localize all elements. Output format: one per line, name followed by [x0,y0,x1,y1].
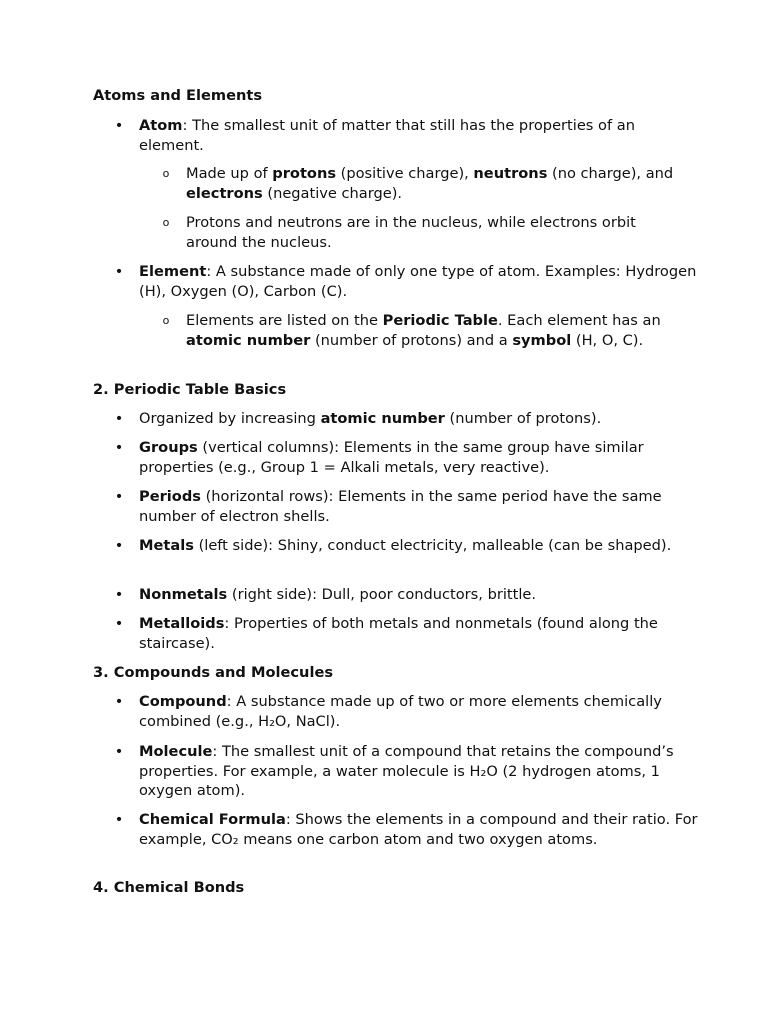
definition-chemical-formula: : Shows the elements in a compound and their ratio. For example, CO₂ means one carbon atom and two oxygen atoms. [139,811,698,848]
text-fragment: (number of protons) and a [310,331,513,349]
definition-atom: : The smallest unit of matter that still has the properties of an element. [139,117,635,154]
definition-metalloids: : Properties of both metals and nonmetals (found along the staircase). [139,615,658,652]
list-item-element [114,262,699,301]
term-protons: protons [272,165,337,182]
term-compound: Compound [139,693,227,710]
term-symbol: symbol [512,331,572,349]
bullet-disc: • [114,488,124,505]
bullet-disc: • [114,586,124,603]
text-fragment: (positive charge), [336,165,474,182]
sub-item-periodic-table [162,311,686,350]
list-item-organized [114,409,699,429]
list-item-metalloids [114,614,699,653]
term-element: Element [139,263,207,280]
term-atomic-number: atomic number [320,410,445,427]
bullet-disc: • [114,615,124,632]
bullet-circle: o [162,314,170,327]
text-fragment: Made up of [186,165,273,182]
list-item-periods [114,487,699,526]
text-fragment: Protons and neutrons are in the nucleus, while electrons orbit around the nucleus. [186,214,636,251]
term-atomic-number: atomic number [186,331,311,349]
heading-chemical-bonds: 4. Chemical Bonds [93,879,245,896]
term-groups: Groups [139,439,198,456]
list-item-groups [114,438,699,477]
definition-element: : A substance made of only one type of atom. Examples: Hydrogen (H), Oxygen (O), Carbon (C). [139,263,697,300]
term-periodic-table: Periodic Table [382,312,498,329]
list-item-chemical-formula [114,810,699,849]
heading-compounds-and-molecules: 3. Compounds and Molecules [93,664,334,681]
bullet-circle: o [162,167,170,180]
term-neutrons: neutrons [473,165,548,182]
bullet-disc: • [114,537,124,554]
term-molecule: Molecule [139,743,213,760]
sub-item-atom-composition [162,164,686,203]
text-fragment: Elements are listed on the [186,312,383,329]
definition-molecule: : The smallest unit of a compound that retains the compound’s properties. For example, a water molecule is H₂O (2 hydrogen atoms, 1 oxygen atom). [139,743,674,800]
bullet-disc: • [114,117,124,134]
bullet-disc: • [114,743,124,760]
list-item-atom [114,116,699,155]
definition-groups: (vertical columns): Elements in the same group have similar properties (e.g., Group 1 = Alkali metals, very reactive). [139,439,644,476]
term-nonmetals: Nonmetals [139,586,228,603]
definition-nonmetals: (right side): Dull, poor conductors, brittle. [227,586,536,603]
text-fragment: (no charge), and [547,165,674,182]
text-fragment: Organized by increasing [139,410,321,427]
term-chemical-formula: Chemical Formula [139,811,286,828]
heading-atoms-and-elements: Atoms and Elements [93,87,263,104]
definition-compound: : A substance made up of two or more elements chemically combined (e.g., H₂O, NaCl). [139,693,662,730]
list-item-nonmetals [114,585,699,605]
list-item-molecule [114,742,699,801]
list-item-metals [114,536,699,556]
term-periods: Periods [139,488,201,505]
text-fragment: (H, O, C). [571,331,644,349]
sub-item-nucleus [162,213,686,252]
bullet-disc: • [114,693,124,710]
text-fragment: . Each element has an [497,312,661,329]
bullet-circle: o [162,216,170,229]
heading-periodic-table-basics: 2. Periodic Table Basics [93,381,287,398]
term-metals: Metals [139,537,194,554]
term-atom: Atom [139,117,183,134]
definition-metals: (left side): Shiny, conduct electricity, malleable (can be shaped). [193,537,672,554]
list-item-compound [114,692,699,731]
term-electrons: electrons [186,184,263,202]
text-fragment: (negative charge). [262,184,403,202]
term-metalloids: Metalloids [139,615,225,632]
bullet-disc: • [114,410,124,427]
definition-periods: (horizontal rows): Elements in the same period have the same number of electron shells. [139,488,662,525]
text-fragment: (number of protons). [444,410,602,427]
bullet-disc: • [114,811,124,828]
bullet-disc: • [114,439,124,456]
bullet-disc: • [114,263,124,280]
